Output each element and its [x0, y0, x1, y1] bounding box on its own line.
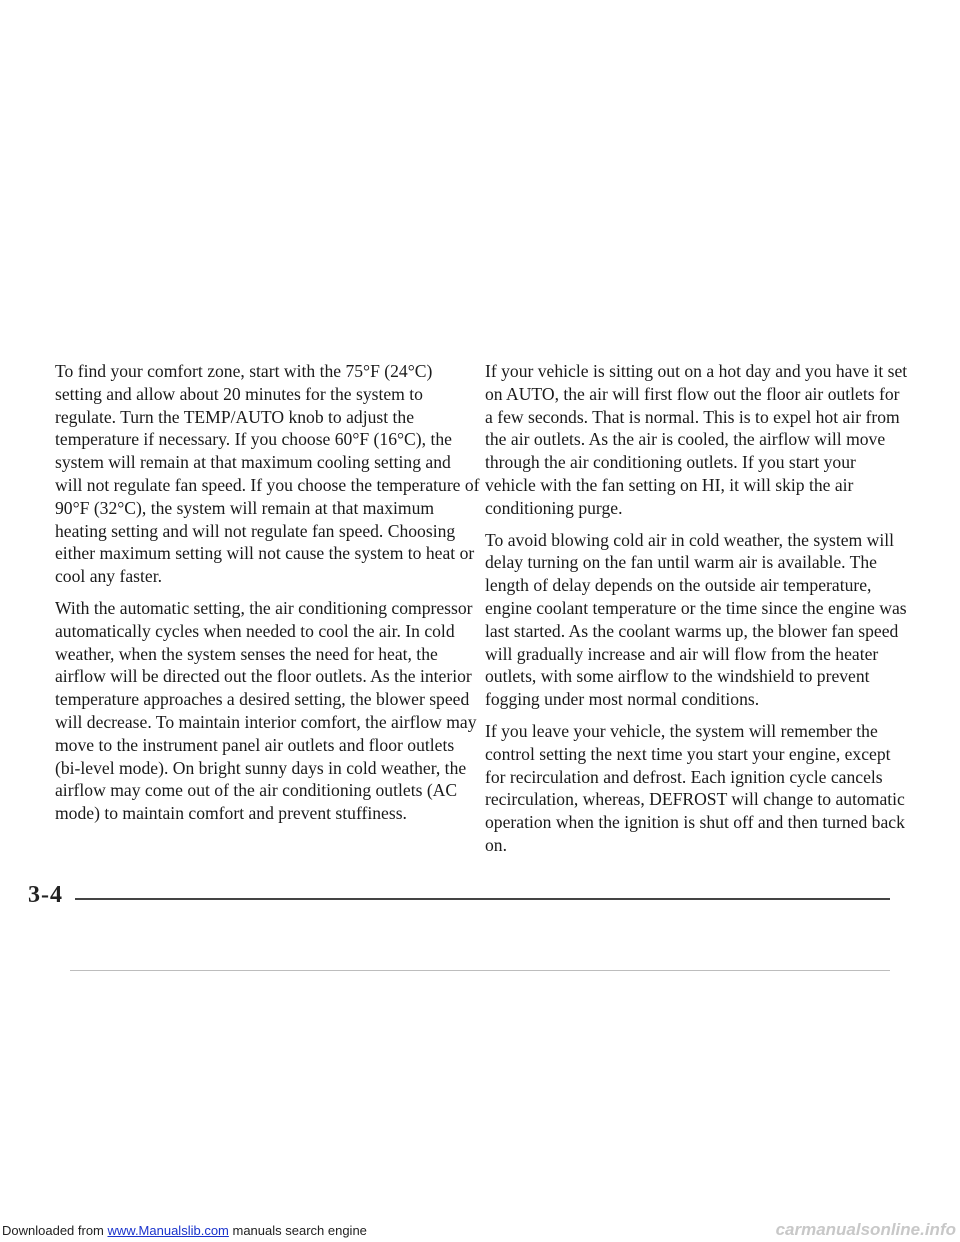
footer-rule — [75, 898, 890, 900]
scan-divider — [70, 970, 890, 971]
page-number: 3-4 — [28, 882, 63, 908]
right-text-column — [485, 360, 910, 866]
paragraph-hot-day: If your vehicle is sitting out on a hot day and you have it set on AUTO, the air will first flow out the floor air outlets for a few seconds. That is normal. This is to expel hot air from the air outlets. As the air is cooled, the airflow will move through the air conditioning outlets. If you start your vehicle with the fan setting on HI, it will skip the air conditioning purge. — [485, 361, 908, 518]
download-footer — [2, 1223, 367, 1238]
paragraph-leave-vehicle: If you leave your vehicle, the system will remember the control setting the next time you start your engine, except for recirculation and defrost. Each ignition cycle cancels recirculation, whereas, DEFROST will change to automatic operation when the ignition is shut off and then turned back on. — [485, 720, 905, 855]
footer-prefix: Downloaded from — [2, 1223, 108, 1238]
manualslib-link[interactable]: www.Manualslib.com — [107, 1223, 229, 1238]
paragraph-cold-weather: To avoid blowing cold air in cold weather, the system will delay turning on the fan until warm air is available. The length of delay depends on the outside air temperature, engine coolant temperature or the time since the engine was last started. As the coolant warms up, the blower fan speed will gradually increase and air will flow from the heater outlets, with some airflow to the windshield to prevent fogging under most normal conditions. — [485, 529, 907, 710]
left-text-column — [55, 360, 480, 834]
paragraph-automatic-setting: With the automatic setting, the air conditioning compressor automatically cycles when needed to cool the air. In cold weather, when the system senses the need for heat, the airflow will be directed out the floor outlets. As the interior temperature approaches a desired setting, the blower speed will decrease. To maintain interior comfort, the airflow may move to the instrument panel air outlets and floor outlets (bi-level mode). On bright sunny days in cold weather, the airflow may come out of the air conditioning outlets (AC mode) to maintain comfort and prevent stuffiness. — [55, 597, 477, 824]
footer-suffix: manuals search engine — [228, 1223, 367, 1238]
watermark-text: carmanualsonline.info — [775, 1220, 956, 1239]
paragraph-comfort-zone: To find your comfort zone, start with the 75°F (24°C) setting and allow about 20 minutes for the system to regulate. Turn the TEMP/AUTO knob to adjust the temperature if necessary. If you choose 60°F (16°C), the system will remain at that maximum cooling setting and will not regulate fan speed. If you choose the temperature of 90°F (32°C), the system will remain at that maximum heating setting and will not regulate fan speed. Choosing either maximum setting will not cause the system to heat or cool any faster. — [55, 361, 480, 587]
